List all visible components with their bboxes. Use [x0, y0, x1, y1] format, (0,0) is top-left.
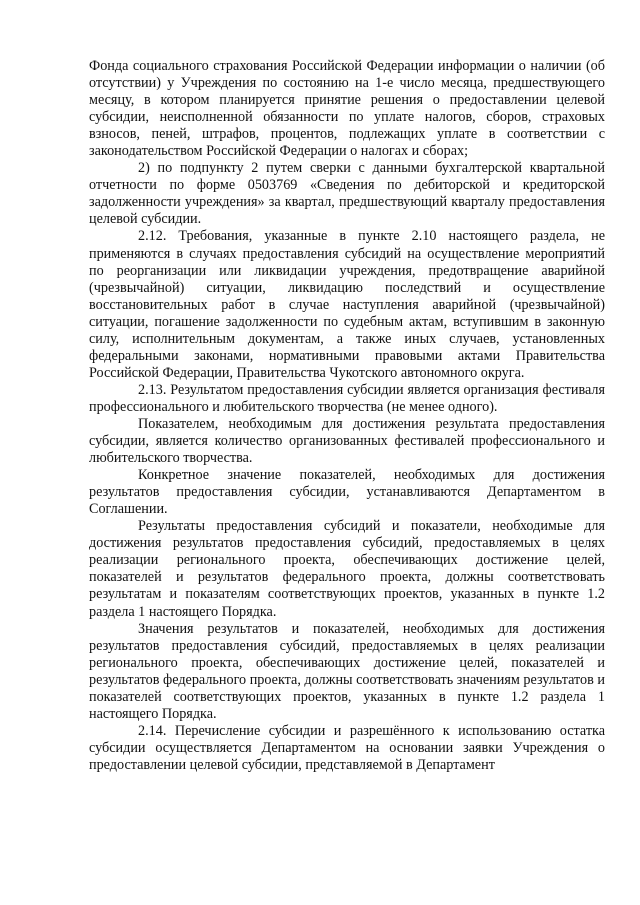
paragraph-2-14: 2.14. Перечисление субсидии и разрешённого к использованию остатка субсидии осуществляется Департаментом на основании заявки Учреждения о предоставлении целевой субсидии, представляемой в Департамент	[89, 722, 605, 773]
paragraph-results: Результаты предоставления субсидий и показатели, необходимые для достижения результатов предоставления субсидий, предоставляемых в целях реализации регионального проекта, обеспечивающих достижение целей, показателей и результатов федерального проекта, должны соответствовать результатам и показателям соответствующих проектов, указанных в пункте 1.2 раздела 1 настоящего Порядка.	[89, 518, 605, 620]
paragraph-continuation: Фонда социального страхования Российской Федерации информации о наличии (об отсутствии) у Учреждения по состоянию на 1-е число месяца, предшествующего месяцу, в котором планируется принятие решения о предоставлении целевой субсидии, неисполненной обязанности по уплате налогов, сборов, страховых взносов, пеней, штрафов, процентов, подлежащих уплате в соответствии с законодательством Российской Федерации о налогах и сборах;	[89, 58, 605, 160]
paragraph-item-2: 2) по подпункту 2 путем сверки с данными бухгалтерской квартальной отчетности по форме 0503769 «Сведения по дебиторской и кредиторской задолженности учреждения» за квартал, предшествующий кварталу предоставления целевой субсидии.	[89, 160, 605, 228]
document-page	[89, 58, 605, 774]
paragraph-2-13: 2.13. Результатом предоставления субсидии является организация фестиваля профессионального и любительского творчества (не менее одного).	[89, 381, 605, 415]
paragraph-indicator: Показателем, необходимым для достижения результата предоставления субсидии, является количество организованных фестивалей профессионального и любительского творчества.	[89, 415, 605, 467]
paragraph-2-12: 2.12. Требования, указанные в пункте 2.10 настоящего раздела, не применяются в случаях предоставления субсидий на осуществление мероприятий по реорганизации или ликвидации учреждения, предотвращение аварийной (чрезвычайной) ситуации, ликвидацию последствий и осуществление восстановительных работ в случае наступления аварийной (чрезвычайной) ситуации, погашение задолженности по судебным актам, вступившим в законную силу, исполнительным документам, а также иных случаев, установленных федеральными законами, нормативными правовыми актами Правительства Российской Федерации, Правительства Чукотского автономного округа.	[89, 228, 605, 381]
paragraph-results-values: Значения результатов и показателей, необходимых для достижения результатов предоставления субсидий, предоставляемых в целях реализации регионального проекта, обеспечивающих достижение целей, показателей и результатов федерального проекта, должны соответствовать значениям результатов и показателей соответствующих проектов, указанных в пункте 1.2 раздела 1 настоящего Порядка.	[89, 620, 605, 722]
paragraph-indicator-value: Конкретное значение показателей, необходимых для достижения результатов предоставления субсидии, устанавливаются Департаментом в Соглашении.	[89, 467, 605, 518]
